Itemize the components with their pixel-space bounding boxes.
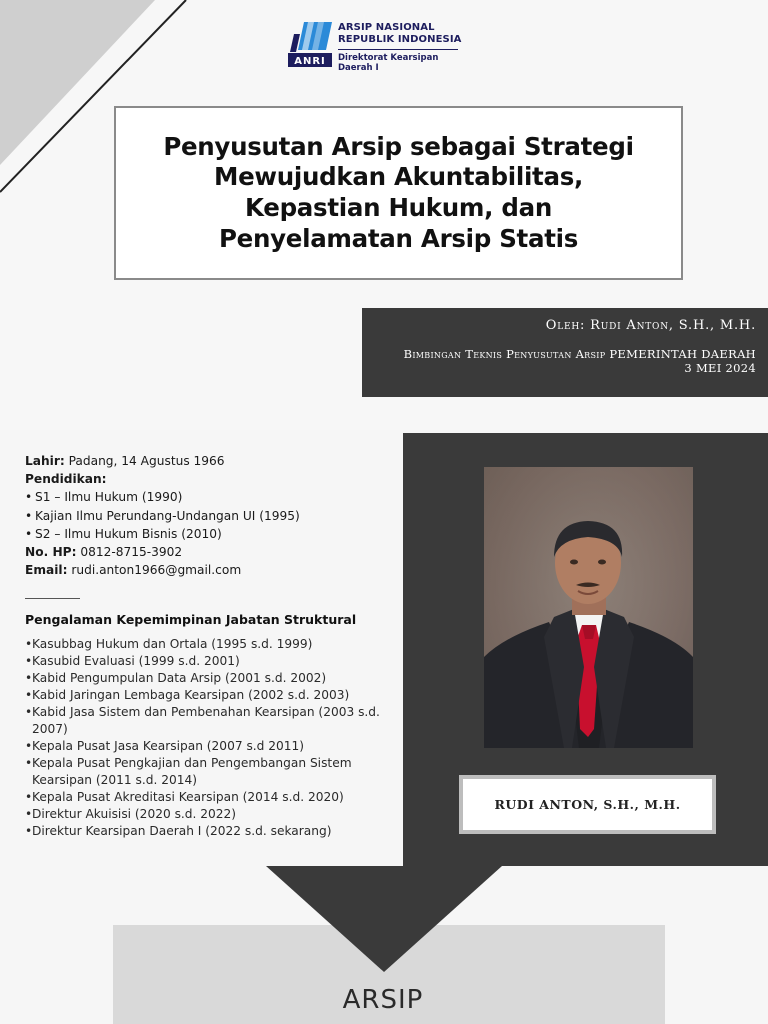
event-date: 3 MEI 2024: [684, 361, 756, 376]
presentation-title: Penyusutan Arsip sebagai Strategi Mewujudkan Akuntabilitas, Kepastian Hukum, dan Penyelamatan Arsip Statis: [163, 131, 634, 253]
event-name: Bimbingan Teknis Penyusutan Arsip PEMERINTAH DAERAH: [403, 347, 756, 361]
portrait-illustration: [484, 467, 693, 748]
name-card-text: RUDI ANTON, S.H., M.H.: [463, 779, 712, 830]
section-divider: [25, 598, 80, 599]
author-band: [362, 308, 768, 397]
phone-row: [25, 543, 395, 561]
experience-title: Pengalaman Kepemimpinan Jabatan Struktural: [25, 612, 357, 627]
profile-photo: [484, 467, 693, 748]
logo-line-2: REPUBLIK INDONESIA: [338, 34, 462, 45]
experience-item: • Kasubbag Hukum dan Ortala (1995 s.d. 1999): [25, 636, 385, 653]
experience-item: • Kasubid Evaluasi (1999 s.d. 2001): [25, 653, 385, 670]
born-row: [25, 452, 395, 470]
email-row: [25, 561, 395, 579]
experience-item: • Kepala Pusat Pengkajian dan Pengembangan Sistem Kearsipan (2011 s.d. 2014): [25, 755, 385, 789]
author-line: Oleh: Rudi Anton, S.H., M.H.: [545, 318, 756, 333]
education-item: • S2 – Ilmu Hukum Bisnis (2010): [25, 525, 395, 543]
biography: [25, 452, 395, 579]
experience-item: • Kepala Pusat Akreditasi Kearsipan (2014 s.d. 2020): [25, 789, 385, 806]
education-label-row: [25, 470, 395, 488]
born-value: Padang, 14 Agustus 1966: [68, 454, 225, 468]
experience-item: • Kabid Pengumpulan Data Arsip (2001 s.d. 2002): [25, 670, 385, 687]
experience-item: • Kabid Jasa Sistem dan Pembenahan Kearsipan (2003 s.d. 2007): [25, 704, 385, 738]
event-info: [362, 347, 756, 376]
title-box: [114, 106, 683, 280]
name-card: [459, 775, 716, 834]
logo-rule: [338, 49, 458, 50]
education-label: Pendidikan:: [25, 472, 107, 487]
email-label: Email:: [25, 563, 68, 578]
logo-line-3: Direktorat Kearsipan Daerah I: [338, 53, 439, 73]
phone-value: 0812-8715-3902: [80, 545, 183, 560]
anri-logo-text: ANRI: [294, 56, 326, 67]
email-value: rudi.anton1966@gmail.com: [71, 563, 242, 578]
experience-list: [25, 636, 385, 840]
education-item: • S1 – Ilmu Hukum (1990): [25, 488, 395, 506]
experience-item: • Kabid Jaringan Lembaga Kearsipan (2002 s.d. 2003): [25, 687, 385, 704]
born-label: Lahir:: [25, 454, 65, 468]
bottom-label: ARSIP: [342, 985, 424, 1015]
experience-item: • Direktur Kearsipan Daerah I (2022 s.d. sekarang): [25, 823, 385, 840]
anri-logo: [288, 18, 468, 73]
experience-item: • Direktur Akuisisi (2020 s.d. 2022): [25, 806, 385, 823]
education-item: • Kajian Ilmu Perundang-Undangan UI (1995): [25, 507, 395, 525]
logo-line-1: ARSIP NASIONAL: [338, 22, 435, 33]
experience-item: • Kepala Pusat Jasa Kearsipan (2007 s.d 2011): [25, 738, 385, 755]
phone-label: No. HP:: [25, 545, 77, 560]
anri-logo-mark: [288, 20, 332, 68]
